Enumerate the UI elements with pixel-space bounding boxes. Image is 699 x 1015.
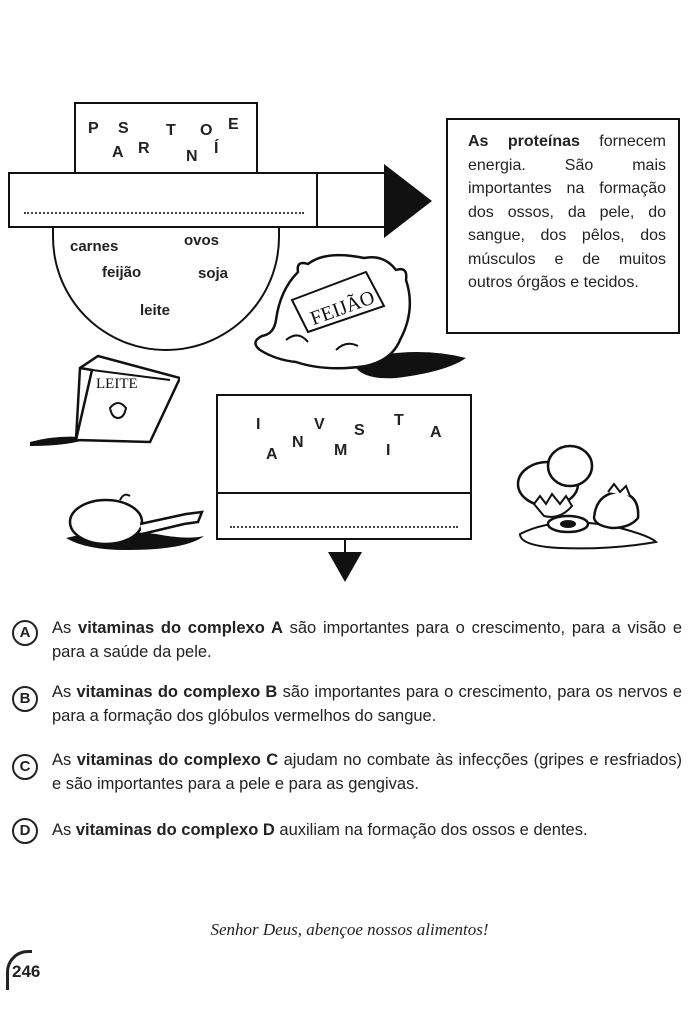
letter-tile: I (386, 442, 391, 459)
sack-label: FEIJÃO (307, 286, 378, 330)
right-arrow-icon (384, 164, 434, 238)
food-label: leite (140, 302, 171, 319)
letter-tile: O (200, 122, 213, 139)
letter-circle-a: A (12, 620, 38, 646)
letter-tile: A (112, 144, 124, 161)
food-label: soja (198, 265, 229, 282)
bean-sack-icon (246, 250, 468, 382)
letter-tile: S (354, 422, 365, 439)
letter-circle-c: C (12, 754, 38, 780)
vitamin-c-post: ajudam no combate às infecções (gripes e resfriados) e são importantes para a pele e para as gengivas. (52, 751, 682, 793)
letter-circle-b: B (12, 686, 38, 712)
letter-tile: V (314, 416, 325, 433)
chicken-icon (66, 488, 216, 552)
letter-tile: Í (214, 140, 219, 157)
scrambled-letters-box-2 (216, 394, 472, 540)
vitamin-b-pre: As (52, 683, 77, 701)
down-arrow-icon (328, 552, 362, 582)
vitamin-d-post: auxiliam na formação dos ossos e dentes. (274, 821, 588, 839)
scrambled-letters-box-1 (74, 102, 258, 176)
vitamin-c-text (52, 748, 682, 796)
carton-label: LEITE (96, 376, 138, 392)
info-text: fornecem energia. São mais importantes na formação dos ossos, da pele, do sangue, dos pêlos, dos músculos e de muitos outros órgãos e tecidos. (468, 133, 666, 291)
letter-tile: T (166, 122, 176, 139)
bar-divider (316, 174, 318, 226)
letter-tile: N (292, 434, 304, 451)
food-label: ovos (184, 232, 220, 249)
milk-carton-icon (20, 348, 180, 448)
vitamin-a-pre: As (52, 619, 79, 637)
vitamin-d-bold: vitaminas do complexo D (75, 821, 275, 839)
letter-circle-d: D (12, 818, 38, 844)
answer-dotted-line-2 (230, 526, 458, 528)
food-label: carnes (70, 238, 119, 255)
proteins-info-box (446, 118, 680, 334)
letter-tile: I (256, 416, 261, 433)
eggs-icon (500, 444, 660, 550)
vitamin-b-bold: vitaminas do complexo B (76, 683, 278, 701)
prayer-line: Senhor Deus, abençoe nossos alimentos! (210, 920, 489, 939)
letter-tile: M (334, 442, 348, 459)
vitamin-d-text (52, 818, 682, 842)
vitamin-c-pre: As (52, 751, 77, 769)
letter-tile: A (430, 424, 442, 441)
letter-tile: N (186, 148, 198, 165)
letter-tile: T (394, 412, 404, 429)
letter-tile: A (266, 446, 278, 463)
vitamin-b-text (52, 680, 682, 728)
answer-bar-1 (8, 172, 386, 228)
letter-tile: P (88, 120, 99, 137)
page-number: 246 (12, 962, 41, 981)
box-divider (218, 492, 470, 494)
vitamin-b-post: são importantes para o crescimento, para os nervos e para a formação dos glóbulos vermelhos do sangue. (52, 683, 683, 725)
answer-dotted-line-1 (24, 212, 304, 214)
food-label: feijão (102, 264, 142, 281)
vitamin-a-text (52, 616, 682, 664)
vitamin-a-bold: vitaminas do complexo A (78, 619, 283, 637)
vitamin-d-pre: As (52, 821, 76, 839)
vitamin-a-post: são importantes para o crescimento, para a visão e para a saúde da pele. (52, 619, 683, 661)
info-bold-term: As proteínas (468, 133, 580, 150)
letter-tile: S (118, 120, 129, 137)
vitamin-c-bold: vitaminas do complexo C (76, 751, 279, 769)
letter-tile: E (228, 116, 239, 133)
letter-tile: R (138, 140, 150, 157)
